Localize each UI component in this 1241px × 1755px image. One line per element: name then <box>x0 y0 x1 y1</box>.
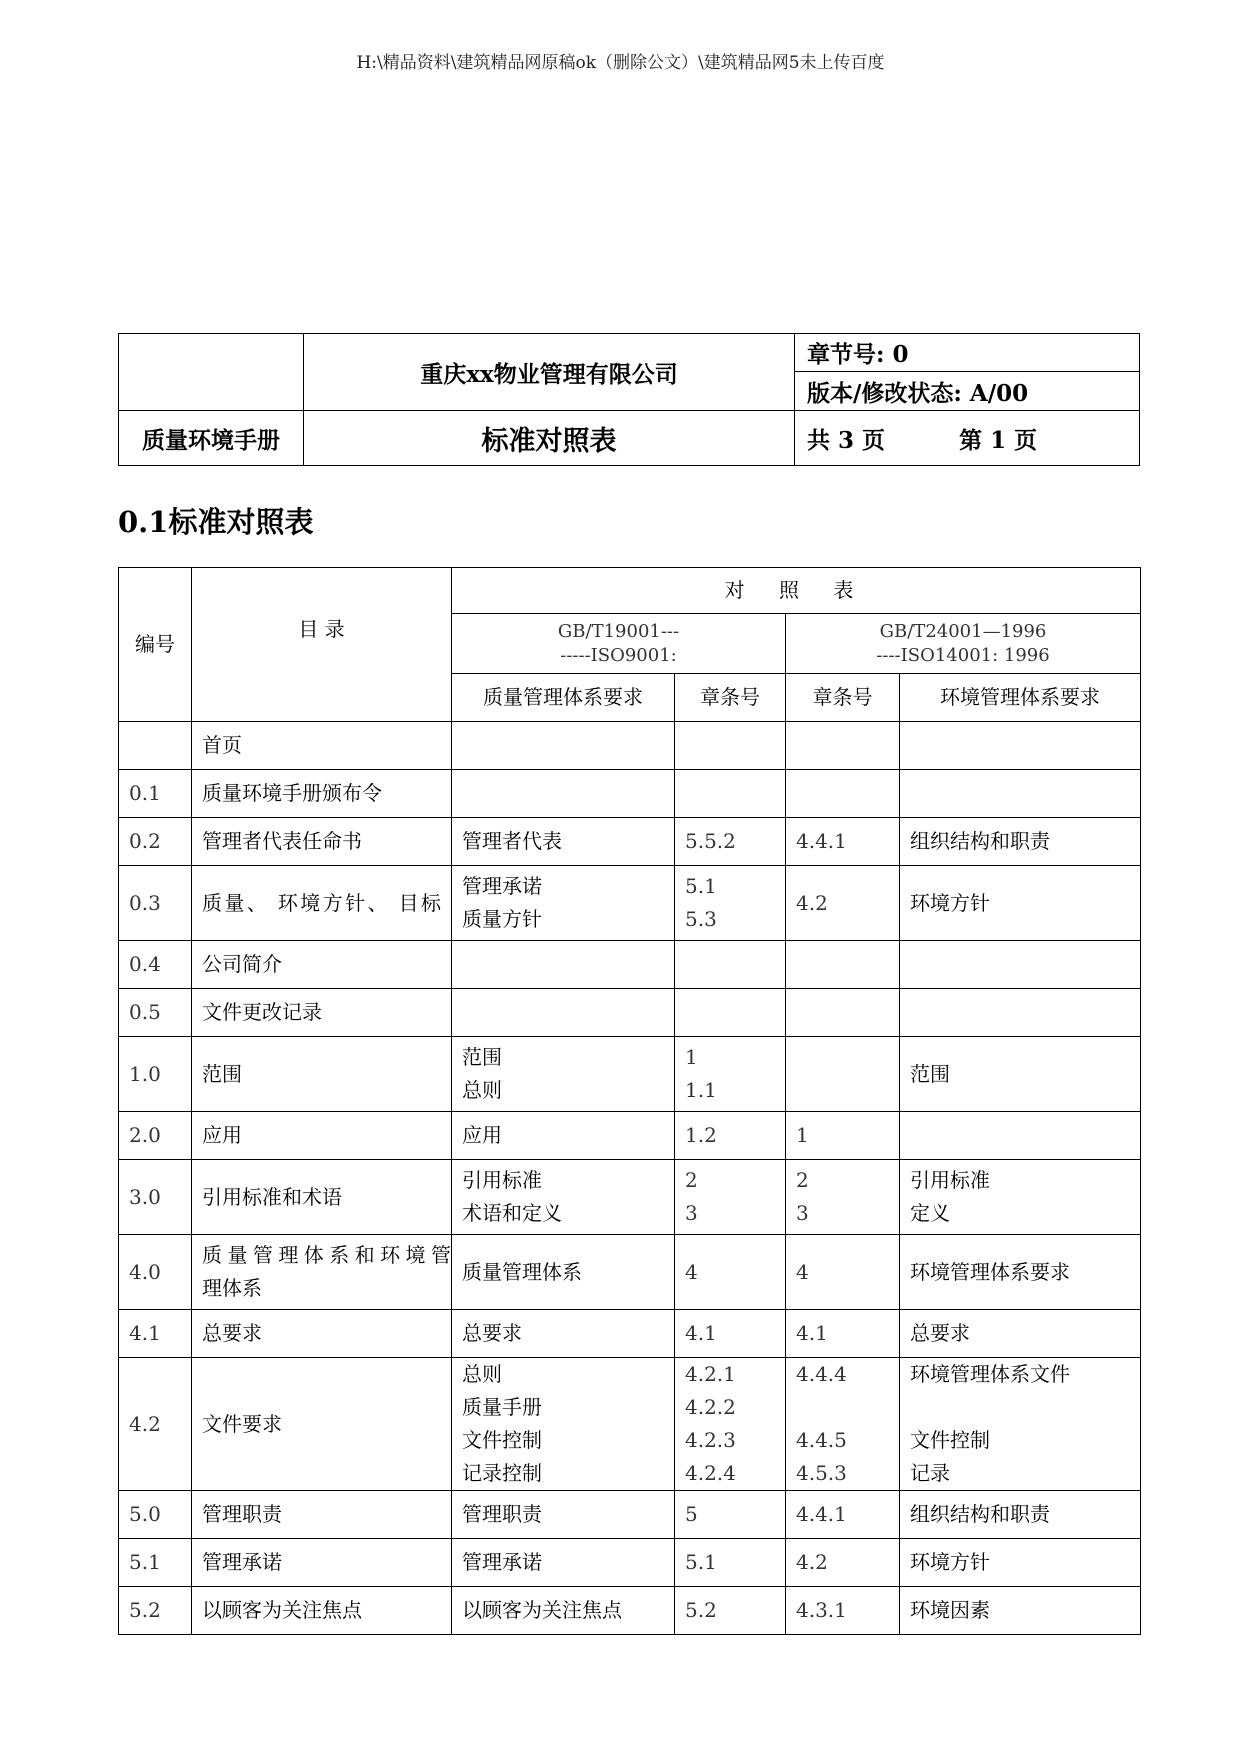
row-number: 4.1 <box>119 1310 192 1358</box>
page-current: 第 1 页 <box>959 426 1038 454</box>
row-env-req: 环境管理体系要求 <box>900 1235 1141 1310</box>
row-number: 0.5 <box>119 989 192 1037</box>
standard-iso-line2: ----ISO14001: 1996 <box>876 644 1050 666</box>
row-env-req <box>900 722 1141 770</box>
subheader-env-req: 环境管理体系要求 <box>900 674 1141 722</box>
row-clause-env <box>786 989 900 1037</box>
row-env-req <box>900 770 1141 818</box>
row-number: 2.0 <box>119 1112 192 1160</box>
cell-line: 2 <box>685 1168 698 1192</box>
cell-line: 理体系 <box>202 1276 262 1300</box>
subheader-clause-quality: 章条号 <box>675 674 786 722</box>
cell-line: 3 <box>685 1201 698 1225</box>
table-row <box>119 818 1141 866</box>
row-clause-env: 1 <box>786 1112 900 1160</box>
row-clause-quality: 5.5.2 <box>675 818 786 866</box>
row-quality-req: 质量管理体系 <box>452 1235 675 1310</box>
row-item: 文件要求 <box>192 1358 452 1491</box>
row-clause-quality <box>675 866 786 941</box>
row-quality-req <box>452 989 675 1037</box>
cell-line: 引用标准 <box>462 1168 542 1192</box>
row-clause-env: 4.3.1 <box>786 1587 900 1635</box>
row-clause-quality: 5.2 <box>675 1587 786 1635</box>
table-row <box>119 1539 1141 1587</box>
row-clause-env <box>786 770 900 818</box>
row-quality-req <box>452 1358 675 1491</box>
row-quality-req <box>452 866 675 941</box>
row-quality-req: 管理者代表 <box>452 818 675 866</box>
version-status: 版本/修改状态: A/00 <box>795 372 1140 411</box>
table-row <box>119 1235 1141 1310</box>
cell-line: 4.5.3 <box>796 1461 847 1485</box>
row-env-req <box>900 1112 1141 1160</box>
row-item: 质量、 环境方针、 目标 <box>192 866 452 941</box>
cell-line: 4.2.1 <box>685 1362 736 1386</box>
cell-line: 4.4.4 <box>796 1362 847 1386</box>
row-item: 质量环境手册颁布令 <box>192 770 452 818</box>
row-clause-env: 4.4.1 <box>786 1491 900 1539</box>
row-quality-req <box>452 1160 675 1235</box>
row-quality-req: 应用 <box>452 1112 675 1160</box>
row-clause-quality: 4 <box>675 1235 786 1310</box>
page-info <box>795 411 1140 466</box>
row-number: 0.4 <box>119 941 192 989</box>
row-number: 4.2 <box>119 1358 192 1491</box>
row-clause-quality: 4.1 <box>675 1310 786 1358</box>
file-path-header: H:\精品资料\建筑精品网原稿ok（删除公文）\建筑精品网5未上传百度 <box>356 53 885 73</box>
table-row <box>119 1491 1141 1539</box>
table-row <box>119 1310 1141 1358</box>
row-number: 5.0 <box>119 1491 192 1539</box>
col-header-contents: 目 录 <box>192 568 452 722</box>
cell-line: 总则 <box>462 1362 502 1386</box>
cell-line: 5.3 <box>685 907 717 931</box>
row-env-req: 环境因素 <box>900 1587 1141 1635</box>
table-row <box>119 1587 1141 1635</box>
row-item: 管理者代表任命书 <box>192 818 452 866</box>
row-clause-quality <box>675 1037 786 1112</box>
row-quality-req: 以顾客为关注焦点 <box>452 1587 675 1635</box>
table-row <box>119 770 1141 818</box>
row-quality-req: 管理职责 <box>452 1491 675 1539</box>
cell-line: 记录 <box>910 1461 950 1485</box>
row-clause-env: 4.4.1 <box>786 818 900 866</box>
cell-line: 管理承诺 <box>462 874 542 898</box>
row-quality-req <box>452 941 675 989</box>
row-number: 0.1 <box>119 770 192 818</box>
row-env-req <box>900 989 1141 1037</box>
row-item: 引用标准和术语 <box>192 1160 452 1235</box>
row-env-req: 总要求 <box>900 1310 1141 1358</box>
table-row <box>119 722 1141 770</box>
standard-gb-t19001 <box>452 614 786 674</box>
cell-line: 质量手册 <box>462 1395 542 1419</box>
row-clause-env: 4.1 <box>786 1310 900 1358</box>
chapter-number: 章节号: 0 <box>795 334 1140 372</box>
cell-line: 文件控制 <box>910 1428 990 1452</box>
standard-gb-t24001 <box>786 614 1141 674</box>
row-item <box>192 1235 452 1310</box>
row-number: 3.0 <box>119 1160 192 1235</box>
row-clause-quality: 5.1 <box>675 1539 786 1587</box>
table-row <box>119 989 1141 1037</box>
row-clause-env: 4.2 <box>786 866 900 941</box>
table-row <box>119 1112 1141 1160</box>
table-row <box>119 1037 1141 1112</box>
row-clause-env <box>786 722 900 770</box>
row-clause-env <box>786 1160 900 1235</box>
cell-line: 术语和定义 <box>462 1201 562 1225</box>
cell-line: 2 <box>796 1168 809 1192</box>
company-name: 重庆xx物业管理有限公司 <box>304 334 795 411</box>
row-env-req <box>900 1160 1141 1235</box>
row-env-req: 组织结构和职责 <box>900 1491 1141 1539</box>
document-header-table <box>118 333 1140 466</box>
table-row <box>119 1358 1141 1491</box>
cell-line: 4.4.5 <box>796 1428 847 1452</box>
row-item: 公司简介 <box>192 941 452 989</box>
row-clause-env <box>786 1358 900 1491</box>
row-clause-quality <box>675 770 786 818</box>
row-item: 总要求 <box>192 1310 452 1358</box>
cell-line-empty <box>796 1391 899 1424</box>
row-clause-quality <box>675 1160 786 1235</box>
cell-line-empty <box>910 1391 1140 1424</box>
row-clause-env: 4 <box>786 1235 900 1310</box>
cell-line: 质量管理体系和环境管 <box>202 1243 451 1267</box>
row-clause-quality <box>675 941 786 989</box>
standard-comparison-table <box>118 567 1141 1635</box>
row-env-req: 环境方针 <box>900 1539 1141 1587</box>
row-item: 应用 <box>192 1112 452 1160</box>
document-title: 标准对照表 <box>304 411 795 466</box>
row-clause-quality <box>675 1358 786 1491</box>
row-quality-req <box>452 722 675 770</box>
standard-gb-line1: GB/T19001--- <box>557 620 680 642</box>
row-clause-env <box>786 941 900 989</box>
row-clause-quality: 5 <box>675 1491 786 1539</box>
col-header-number: 编号 <box>119 568 192 722</box>
cell-line: 环境管理体系文件 <box>910 1362 1070 1386</box>
cell-line: 3 <box>796 1201 809 1225</box>
row-env-req <box>900 1358 1141 1491</box>
row-env-req: 环境方针 <box>900 866 1141 941</box>
row-item: 文件更改记录 <box>192 989 452 1037</box>
cell-line: 4.2.4 <box>685 1461 736 1485</box>
row-clause-quality: 1.2 <box>675 1112 786 1160</box>
subheader-clause-env: 章条号 <box>786 674 900 722</box>
row-env-req: 组织结构和职责 <box>900 818 1141 866</box>
row-item: 管理承诺 <box>192 1539 452 1587</box>
row-clause-quality <box>675 722 786 770</box>
row-quality-req <box>452 1037 675 1112</box>
cell-line: 引用标准 <box>910 1168 990 1192</box>
row-number: 0.3 <box>119 866 192 941</box>
row-item: 首页 <box>192 722 452 770</box>
cell-line: 5.1 <box>685 874 717 898</box>
row-number <box>119 722 192 770</box>
row-clause-env: 4.2 <box>786 1539 900 1587</box>
row-number: 4.0 <box>119 1235 192 1310</box>
section-title: 0.1标准对照表 <box>118 505 314 539</box>
row-item: 以顾客为关注焦点 <box>192 1587 452 1635</box>
cell-line: 总则 <box>462 1078 502 1102</box>
row-clause-quality <box>675 989 786 1037</box>
row-item: 管理职责 <box>192 1491 452 1539</box>
cell-line: 4.2.2 <box>685 1395 736 1419</box>
row-clause-env <box>786 1037 900 1112</box>
row-env-req: 范围 <box>900 1037 1141 1112</box>
row-number: 1.0 <box>119 1037 192 1112</box>
pages-total: 共 3 页 <box>807 426 886 454</box>
row-quality-req: 管理承诺 <box>452 1539 675 1587</box>
table-row <box>119 941 1141 989</box>
header-blank-cell <box>119 334 304 411</box>
cell-line: 1.1 <box>685 1078 717 1102</box>
table-row <box>119 1160 1141 1235</box>
cell-line: 记录控制 <box>462 1461 542 1485</box>
standard-gb-line2: -----ISO9001: <box>560 644 677 666</box>
cell-line: 4.2.3 <box>685 1428 736 1452</box>
table-row <box>119 866 1141 941</box>
cell-line: 1 <box>685 1045 698 1069</box>
cell-line: 质量方针 <box>462 907 542 931</box>
row-item: 范围 <box>192 1037 452 1112</box>
row-number: 5.1 <box>119 1539 192 1587</box>
col-header-comparison: 对 照 表 <box>452 568 1141 614</box>
row-number: 0.2 <box>119 818 192 866</box>
subheader-quality-req: 质量管理体系要求 <box>452 674 675 722</box>
manual-name: 质量环境手册 <box>119 411 304 466</box>
row-env-req <box>900 941 1141 989</box>
cell-line: 范围 <box>462 1045 502 1069</box>
row-quality-req: 总要求 <box>452 1310 675 1358</box>
row-quality-req <box>452 770 675 818</box>
row-number: 5.2 <box>119 1587 192 1635</box>
cell-line: 定义 <box>910 1201 950 1225</box>
standard-iso-line1: GB/T24001—1996 <box>879 620 1047 642</box>
cell-line: 文件控制 <box>462 1428 542 1452</box>
